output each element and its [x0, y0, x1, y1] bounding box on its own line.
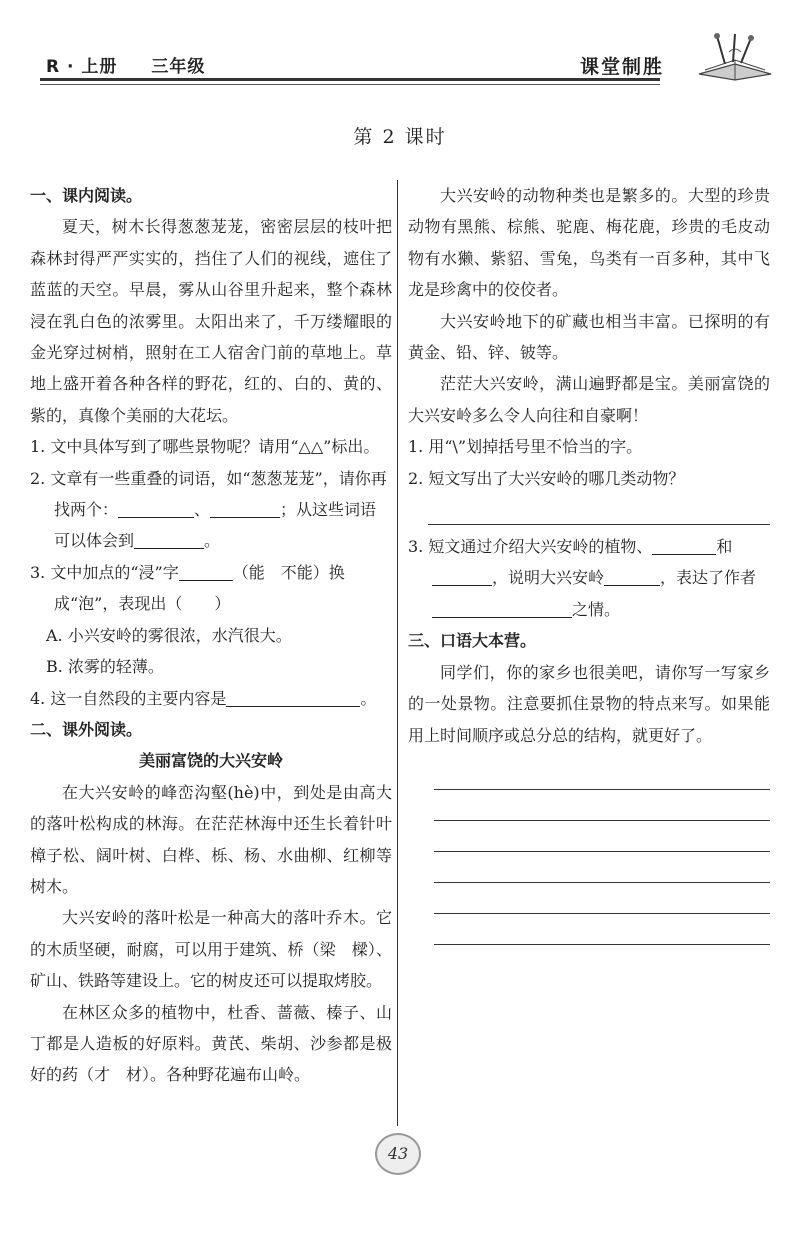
q2-answer-line[interactable]	[428, 500, 770, 525]
grade-label: 三年级	[151, 57, 206, 77]
page-number: 43	[375, 1133, 421, 1175]
oral-instructions: 同学们，你的家乡也很美吧，请你写一写家乡的一处景物。注意要抓住景物的特点来写。如果能用上时间顺序或总分总的结构，就更好了。	[408, 662, 770, 745]
eq3-text-c: ，说明大兴安岭	[492, 568, 605, 588]
q4-end: 。	[360, 688, 377, 708]
eq3-blank-3[interactable]	[604, 567, 660, 586]
article-title: 美丽富饶的大兴安岭	[138, 751, 283, 771]
header-rule-thin	[40, 84, 660, 85]
q2-text-b: ；从这些词语可以体会到	[54, 500, 377, 551]
header-rule	[40, 78, 660, 81]
extra-question-2: 2. 短文写出了大兴安岭的哪几类动物？	[408, 468, 685, 488]
lesson-title: 第 2 课时	[353, 126, 447, 148]
page-header	[40, 48, 770, 84]
books-and-pencils-icon	[695, 30, 775, 82]
q2-end: 。	[204, 531, 221, 551]
brand-title: 课堂制胜	[580, 56, 665, 78]
question-3	[30, 557, 392, 620]
q2-blank-1[interactable]	[118, 499, 194, 518]
eq3-text-d: ，表达了作者	[660, 568, 757, 588]
writing-line[interactable]	[434, 914, 770, 945]
header-left	[46, 52, 205, 77]
writing-line[interactable]	[434, 759, 770, 790]
q3-option-b: B. 浓雾的轻薄。	[46, 657, 164, 677]
article-paragraph-3: 在林区众多的植物中，杜香、蔷薇、榛子、山丁都是人造板的好原料。黄芪、柴胡、沙参都是极好的药（才 材）。各种野花遍布山岭。	[30, 1002, 392, 1085]
eq3-text-e: 之情。	[572, 599, 621, 619]
section-extra-reading: 二、课外阅读。	[30, 719, 143, 739]
article-paragraph-4: 大兴安岭的动物种类也是繁多的。大型的珍贵动物有黑熊、棕熊、驼鹿、梅花鹿，珍贵的毛皮动物有水獭、紫貂、雪兔，鸟类有一百多种，其中飞龙是珍禽中的佼佼者。	[408, 186, 770, 300]
q2-blank-2[interactable]	[210, 499, 280, 518]
q3-blank[interactable]	[179, 562, 233, 581]
article-paragraph-5: 大兴安岭地下的矿藏也相当丰富。已探明的有黄金、铅、锌、铍等。	[408, 311, 770, 363]
section-oral: 三、口语大本营。	[408, 631, 537, 651]
q2-blank-3[interactable]	[134, 530, 204, 549]
article-paragraph-2: 大兴安岭的落叶松是一种高大的落叶乔木。它的木质坚硬，耐腐，可以用于建筑、桥（梁 樑）、矿山、铁路等建设上。它的树皮还可以提取烤胶。	[30, 908, 392, 991]
q3-text-b: （能 不能）换成“泡”，表现出（ ）	[54, 562, 345, 614]
question-2	[30, 463, 392, 557]
article-paragraph-1: 在大兴安岭的峰峦沟壑(hè)中，到处是由高大的落叶松构成的林海。在茫茫林海中还生长着针叶樟子松、阔叶树、白桦、栎、杨、水曲柳、红柳等树木。	[30, 782, 392, 896]
eq3-text-a: 3. 短文通过介绍大兴安岭的植物、	[408, 537, 653, 557]
q3-text-a: 3. 文中加点的“浸”字	[30, 562, 179, 582]
q4-blank[interactable]	[226, 688, 360, 707]
q3-option-a: A. 小兴安岭的雾很浓，水汽很大。	[46, 625, 292, 645]
q2-text-a: 2. 文章有一些重叠的词语，如“葱葱茏茏”，请你再找两个：	[30, 468, 387, 520]
right-column	[408, 180, 770, 945]
writing-line[interactable]	[434, 883, 770, 914]
eq3-blank-1[interactable]	[652, 536, 716, 555]
eq3-blank-2[interactable]	[432, 567, 492, 586]
writing-line[interactable]	[434, 852, 770, 883]
extra-question-1: 1. 用“\”划掉括号里不恰当的字。	[408, 437, 643, 457]
left-column	[30, 180, 392, 1091]
passage-paragraph: 夏天，树木长得葱葱茏茏，密密层层的枝叶把森林封得严严实实的，挡住了人们的视线，遮住了蓝蓝的天空。早晨，雾从山谷里升起来，整个森林浸在乳白色的浓雾里。太阳出来了，千万缕耀眼的金光穿过树梢，照射在工人宿舍门前的草地上。草地上盛开着各种各样的野花，红的、白的、黄的、紫的，真像个美丽的大花坛。	[30, 217, 392, 425]
question-1: 1. 文中具体写到了哪些景物呢？请用“△△”标出。	[30, 437, 380, 457]
q4-text: 4. 这一自然段的主要内容是	[30, 688, 227, 708]
eq3-text-b: 和	[716, 537, 733, 557]
column-divider	[397, 180, 398, 1126]
writing-line[interactable]	[434, 821, 770, 852]
article-paragraph-6: 茫茫大兴安岭，满山遍野都是宝。美丽富饶的大兴安岭多么令人向往和自豪啊！	[408, 374, 770, 425]
writing-lines[interactable]	[434, 759, 770, 945]
extra-question-3	[408, 531, 770, 625]
section-in-class-reading: 一、课内阅读。	[30, 186, 143, 205]
writing-line[interactable]	[434, 790, 770, 821]
series-label: R · 上册	[46, 57, 118, 77]
eq3-blank-4[interactable]	[432, 599, 572, 618]
question-4	[30, 683, 392, 714]
q2-sep: 、	[194, 500, 211, 520]
